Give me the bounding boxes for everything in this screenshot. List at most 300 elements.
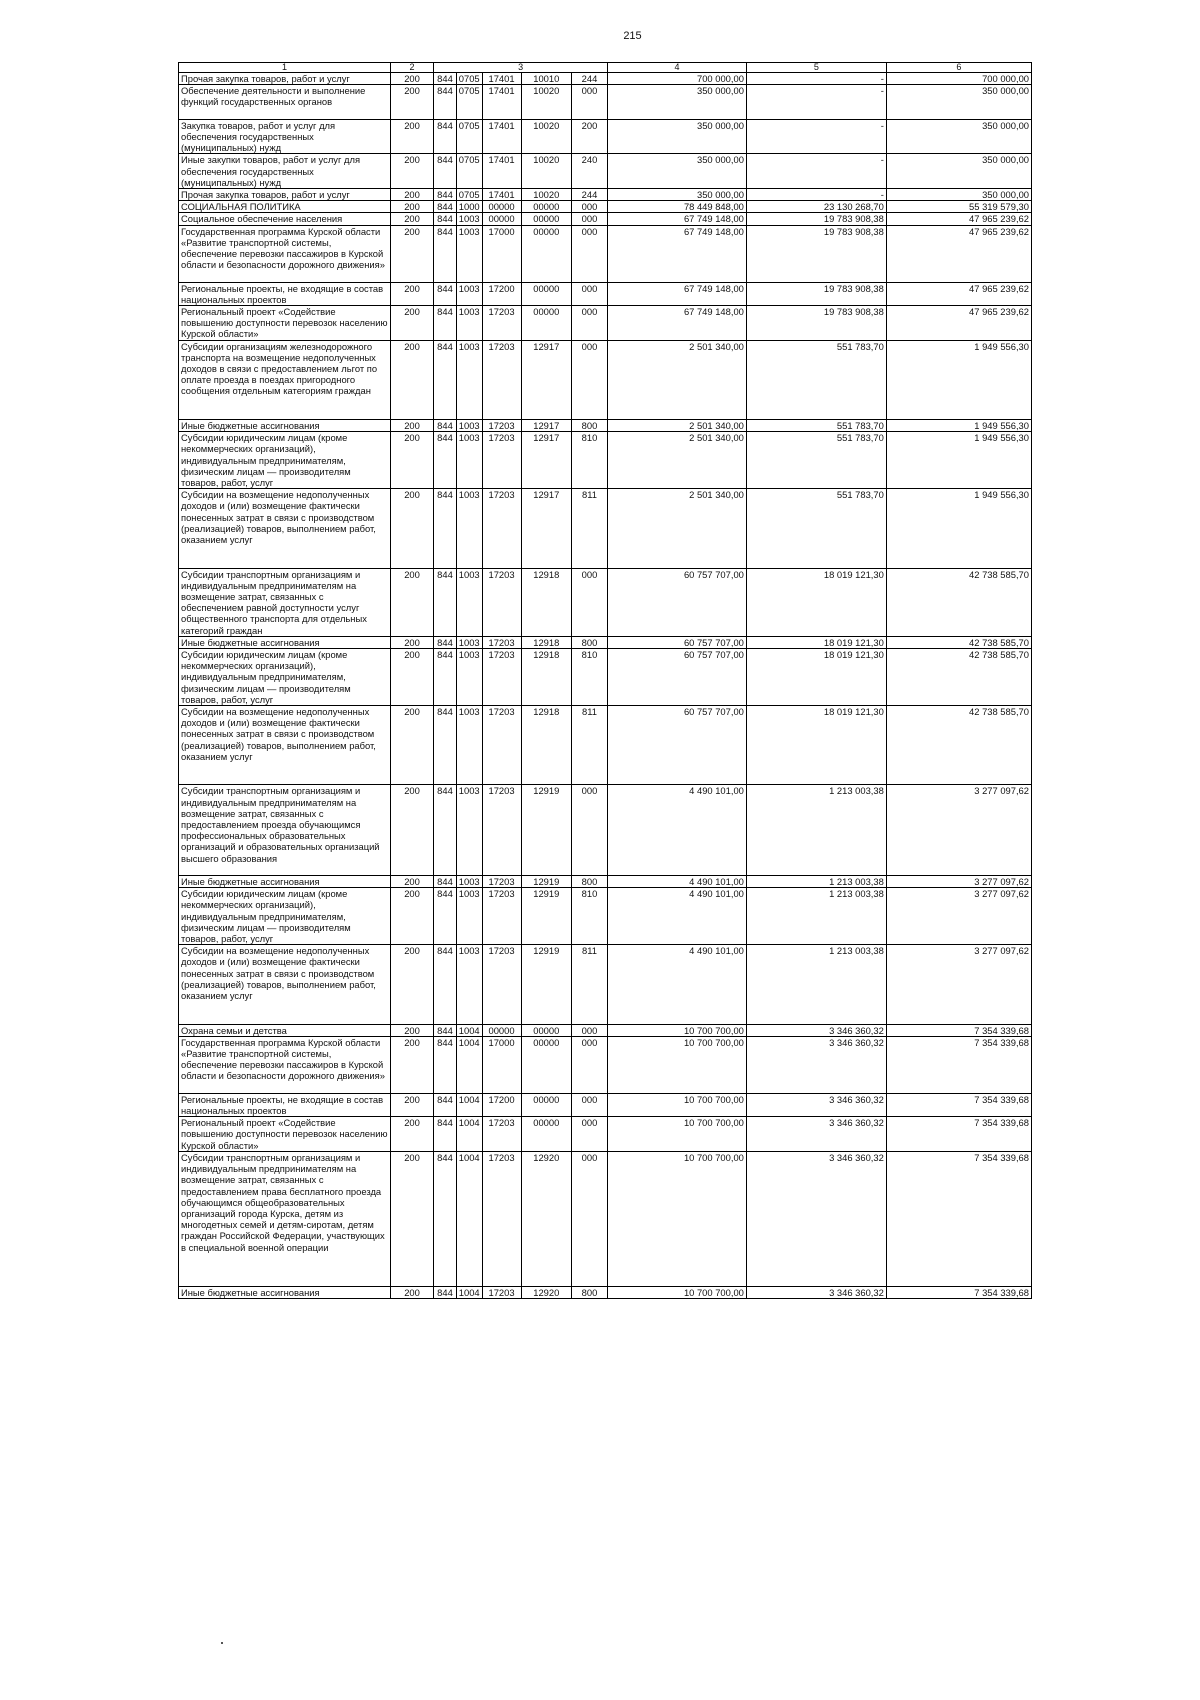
row-code-a-cell: 200 — [390, 189, 433, 201]
row-code-a-cell: 200 — [390, 119, 433, 154]
row-code-c-cell: 1004 — [456, 1287, 482, 1299]
row-name-cell: Субсидии транспортным организациям и индивидуальным предпринимателям на возмещение затрат, связанных с предоставлением проезда обучающимся профессиональных образовательных организаций и образовательных организаций высшего образования — [179, 785, 391, 876]
row-code-d-cell: 17203 — [482, 785, 521, 876]
row-value-5-cell: 3 346 360,32 — [746, 1024, 886, 1036]
row-name-cell: Государственная программа Курской области «Развитие транспортной системы, обеспечение перевозки пассажиров в Курской области и безопасности дорожного движения» — [179, 1036, 391, 1093]
row-code-c-cell: 1004 — [456, 1036, 482, 1093]
row-code-b-cell: 844 — [434, 306, 457, 341]
row-code-b-cell: 844 — [434, 225, 457, 282]
row-code-d-cell: 17401 — [482, 189, 521, 201]
row-code-b-cell: 844 — [434, 189, 457, 201]
row-code-d-cell: 17401 — [482, 119, 521, 154]
row-value-5-cell: 3 346 360,32 — [746, 1093, 886, 1116]
row-code-c-cell: 1003 — [456, 213, 482, 225]
row-code-f-cell: 244 — [572, 73, 608, 85]
row-name-cell: Субсидии юридическим лицам (кроме некоммерческих организаций), индивидуальным предпринимателям, физическим лицам — производителям товаров, работ, услуг — [179, 432, 391, 489]
row-code-a-cell: 200 — [390, 1117, 433, 1152]
row-code-f-cell: 000 — [572, 1093, 608, 1116]
row-code-a-cell: 200 — [390, 945, 433, 1024]
row-code-b-cell: 844 — [434, 636, 457, 648]
row-value-5-cell: 1 213 003,38 — [746, 785, 886, 876]
row-value-5-cell: 1 213 003,38 — [746, 945, 886, 1024]
row-name-cell: Субсидии на возмещение недополученных доходов и (или) возмещение фактически понесенных затрат в связи с производством (реализацией) товаров, выполнением работ, оказанием услуг — [179, 945, 391, 1024]
row-value-5-cell: 551 783,70 — [746, 489, 886, 568]
row-code-d-cell: 17203 — [482, 636, 521, 648]
row-value-6-cell: 42 738 585,70 — [886, 636, 1031, 648]
row-code-a-cell: 200 — [390, 636, 433, 648]
row-code-f-cell: 000 — [572, 201, 608, 213]
row-value-6-cell: 47 965 239,62 — [886, 282, 1031, 305]
row-value-6-cell: 350 000,00 — [886, 154, 1031, 189]
row-value-5-cell: 18 019 121,30 — [746, 636, 886, 648]
row-code-b-cell: 844 — [434, 154, 457, 189]
row-value-4-cell: 10 700 700,00 — [608, 1151, 747, 1286]
row-code-a-cell: 200 — [390, 73, 433, 85]
row-value-4-cell: 60 757 707,00 — [608, 568, 747, 636]
row-code-f-cell: 810 — [572, 432, 608, 489]
row-value-5-cell: 3 346 360,32 — [746, 1287, 886, 1299]
table-row — [179, 154, 1032, 189]
row-name-cell: Субсидии юридическим лицам (кроме некоммерческих организаций), индивидуальным предпринимателям, физическим лицам — производителям товаров, работ, услуг — [179, 888, 391, 945]
header-col-1: 1 — [179, 63, 391, 73]
row-value-6-cell: 1 949 556,30 — [886, 489, 1031, 568]
row-name-cell: Иные бюджетные ассигнования — [179, 420, 391, 432]
row-value-4-cell: 700 000,00 — [608, 73, 747, 85]
row-code-e-cell: 00000 — [521, 306, 571, 341]
row-code-e-cell: 12920 — [521, 1287, 571, 1299]
row-value-4-cell: 4 490 101,00 — [608, 785, 747, 876]
row-code-d-cell: 17401 — [482, 73, 521, 85]
row-code-a-cell: 200 — [390, 1024, 433, 1036]
row-value-4-cell: 67 749 148,00 — [608, 225, 747, 282]
row-code-c-cell: 1003 — [456, 432, 482, 489]
row-code-c-cell: 1003 — [456, 636, 482, 648]
row-code-c-cell: 1003 — [456, 340, 482, 419]
row-name-cell: Иные бюджетные ассигнования — [179, 876, 391, 888]
row-code-e-cell: 12919 — [521, 785, 571, 876]
row-value-6-cell: 1 949 556,30 — [886, 432, 1031, 489]
row-code-f-cell: 000 — [572, 1036, 608, 1093]
row-value-4-cell: 2 501 340,00 — [608, 340, 747, 419]
header-col-4: 4 — [608, 63, 747, 73]
row-value-6-cell: 3 277 097,62 — [886, 785, 1031, 876]
row-value-6-cell: 47 965 239,62 — [886, 213, 1031, 225]
row-code-a-cell: 200 — [390, 649, 433, 706]
row-name-cell: Государственная программа Курской области «Развитие транспортной системы, обеспечение перевозки пассажиров в Курской области и безопасности дорожного движения» — [179, 225, 391, 282]
header-col-2: 2 — [390, 63, 433, 73]
row-code-a-cell: 200 — [390, 1036, 433, 1093]
row-code-c-cell: 1000 — [456, 201, 482, 213]
budget-table — [178, 62, 1032, 1299]
row-code-b-cell: 844 — [434, 876, 457, 888]
row-name-cell: Прочая закупка товаров, работ и услуг — [179, 73, 391, 85]
row-value-4-cell: 67 749 148,00 — [608, 306, 747, 341]
row-code-d-cell: 00000 — [482, 213, 521, 225]
row-code-d-cell: 17203 — [482, 945, 521, 1024]
row-code-d-cell: 17203 — [482, 489, 521, 568]
row-value-6-cell: 42 738 585,70 — [886, 568, 1031, 636]
row-code-d-cell: 17203 — [482, 876, 521, 888]
row-value-4-cell: 350 000,00 — [608, 119, 747, 154]
row-code-d-cell: 17203 — [482, 306, 521, 341]
row-code-e-cell: 12919 — [521, 876, 571, 888]
row-code-f-cell: 240 — [572, 154, 608, 189]
row-value-5-cell: 3 346 360,32 — [746, 1036, 886, 1093]
row-code-a-cell: 200 — [390, 282, 433, 305]
row-code-f-cell: 000 — [572, 1151, 608, 1286]
header-col-5: 5 — [746, 63, 886, 73]
row-code-a-cell: 200 — [390, 340, 433, 419]
table-row — [179, 213, 1032, 225]
row-name-cell: Охрана семьи и детства — [179, 1024, 391, 1036]
row-code-a-cell: 200 — [390, 888, 433, 945]
row-code-b-cell: 844 — [434, 706, 457, 785]
row-name-cell: Иные бюджетные ассигнования — [179, 636, 391, 648]
row-value-6-cell: 42 738 585,70 — [886, 649, 1031, 706]
row-value-5-cell: 19 783 908,38 — [746, 225, 886, 282]
row-code-f-cell: 810 — [572, 888, 608, 945]
row-code-a-cell: 200 — [390, 568, 433, 636]
row-value-4-cell: 10 700 700,00 — [608, 1287, 747, 1299]
row-value-4-cell: 10 700 700,00 — [608, 1024, 747, 1036]
page-number: 215 — [623, 30, 642, 42]
row-code-b-cell: 844 — [434, 1024, 457, 1036]
row-code-a-cell: 200 — [390, 432, 433, 489]
table-row — [179, 568, 1032, 636]
row-code-e-cell: 12917 — [521, 489, 571, 568]
row-code-d-cell: 17203 — [482, 1117, 521, 1152]
row-value-5-cell: 18 019 121,30 — [746, 706, 886, 785]
table-row — [179, 945, 1032, 1024]
row-value-5-cell: 19 783 908,38 — [746, 306, 886, 341]
table-row — [179, 119, 1032, 154]
row-value-4-cell: 350 000,00 — [608, 85, 747, 120]
row-code-d-cell: 17401 — [482, 154, 521, 189]
row-code-a-cell: 200 — [390, 213, 433, 225]
row-code-b-cell: 844 — [434, 119, 457, 154]
row-value-4-cell: 60 757 707,00 — [608, 649, 747, 706]
row-code-c-cell: 1003 — [456, 888, 482, 945]
row-code-a-cell: 200 — [390, 706, 433, 785]
row-code-c-cell: 1003 — [456, 225, 482, 282]
table-row — [179, 282, 1032, 305]
table-row — [179, 201, 1032, 213]
row-code-b-cell: 844 — [434, 73, 457, 85]
row-name-cell: Субсидии транспортным организациям и индивидуальным предпринимателям на возмещение затрат, связанных с обеспечением равной доступности услуг общественного транспорта для отдельных категорий граждан — [179, 568, 391, 636]
row-value-5-cell: 3 346 360,32 — [746, 1151, 886, 1286]
table-row — [179, 306, 1032, 341]
row-code-c-cell: 0705 — [456, 85, 482, 120]
row-code-e-cell: 00000 — [521, 282, 571, 305]
row-code-b-cell: 844 — [434, 1036, 457, 1093]
row-code-e-cell: 00000 — [521, 1024, 571, 1036]
row-code-f-cell: 244 — [572, 189, 608, 201]
row-code-d-cell: 17000 — [482, 225, 521, 282]
row-code-d-cell: 17203 — [482, 649, 521, 706]
row-code-d-cell: 17203 — [482, 420, 521, 432]
row-code-b-cell: 844 — [434, 649, 457, 706]
row-code-c-cell: 0705 — [456, 73, 482, 85]
row-code-e-cell: 12919 — [521, 888, 571, 945]
row-code-b-cell: 844 — [434, 489, 457, 568]
row-name-cell: Социальное обеспечение населения — [179, 213, 391, 225]
row-code-b-cell: 844 — [434, 432, 457, 489]
row-code-a-cell: 200 — [390, 1093, 433, 1116]
row-code-a-cell: 200 — [390, 225, 433, 282]
row-name-cell: Региональные проекты, не входящие в состав национальных проектов — [179, 1093, 391, 1116]
row-code-c-cell: 1004 — [456, 1024, 482, 1036]
row-code-b-cell: 844 — [434, 201, 457, 213]
row-value-6-cell: 7 354 339,68 — [886, 1287, 1031, 1299]
row-code-f-cell: 811 — [572, 489, 608, 568]
table-row — [179, 1117, 1032, 1152]
row-value-4-cell: 67 749 148,00 — [608, 213, 747, 225]
row-code-e-cell: 00000 — [521, 1117, 571, 1152]
row-name-cell: Обеспечение деятельности и выполнение функций государственных органов — [179, 85, 391, 120]
row-code-e-cell: 12917 — [521, 340, 571, 419]
header-col-6: 6 — [886, 63, 1031, 73]
row-value-4-cell: 2 501 340,00 — [608, 420, 747, 432]
row-code-b-cell: 844 — [434, 945, 457, 1024]
row-value-5-cell: 1 213 003,38 — [746, 876, 886, 888]
row-code-f-cell: 000 — [572, 1024, 608, 1036]
row-code-e-cell: 12918 — [521, 706, 571, 785]
table-row — [179, 225, 1032, 282]
row-code-f-cell: 811 — [572, 706, 608, 785]
row-code-a-cell: 200 — [390, 785, 433, 876]
row-code-c-cell: 1003 — [456, 568, 482, 636]
row-name-cell: Региональные проекты, не входящие в состав национальных проектов — [179, 282, 391, 305]
row-code-e-cell: 10020 — [521, 189, 571, 201]
row-code-f-cell: 000 — [572, 306, 608, 341]
row-code-c-cell: 1003 — [456, 306, 482, 341]
row-value-6-cell: 7 354 339,68 — [886, 1117, 1031, 1152]
row-value-6-cell: 7 354 339,68 — [886, 1093, 1031, 1116]
row-code-c-cell: 1003 — [456, 785, 482, 876]
row-value-6-cell: 350 000,00 — [886, 119, 1031, 154]
row-value-6-cell: 7 354 339,68 — [886, 1036, 1031, 1093]
row-value-4-cell: 4 490 101,00 — [608, 945, 747, 1024]
row-name-cell: Прочая закупка товаров, работ и услуг — [179, 189, 391, 201]
table-row — [179, 489, 1032, 568]
row-value-6-cell: 3 277 097,62 — [886, 888, 1031, 945]
row-value-5-cell: 18 019 121,30 — [746, 649, 886, 706]
row-value-4-cell: 4 490 101,00 — [608, 876, 747, 888]
row-code-f-cell: 800 — [572, 420, 608, 432]
row-code-d-cell: 17401 — [482, 85, 521, 120]
row-value-6-cell: 350 000,00 — [886, 85, 1031, 120]
table-row — [179, 706, 1032, 785]
row-code-c-cell: 0705 — [456, 119, 482, 154]
row-name-cell: СОЦИАЛЬНАЯ ПОЛИТИКА — [179, 201, 391, 213]
row-code-e-cell: 10020 — [521, 85, 571, 120]
row-code-d-cell: 17203 — [482, 432, 521, 489]
row-name-cell: Иные закупки товаров, работ и услуг для обеспечения государственных (муниципальных) нужд — [179, 154, 391, 189]
row-value-6-cell: 42 738 585,70 — [886, 706, 1031, 785]
row-value-6-cell: 1 949 556,30 — [886, 340, 1031, 419]
table-row — [179, 1036, 1032, 1093]
row-code-a-cell: 200 — [390, 1287, 433, 1299]
table-row — [179, 876, 1032, 888]
row-code-b-cell: 844 — [434, 1117, 457, 1152]
table-row — [179, 420, 1032, 432]
row-value-6-cell: 3 277 097,62 — [886, 945, 1031, 1024]
table-row — [179, 1287, 1032, 1299]
row-code-f-cell: 000 — [572, 785, 608, 876]
row-name-cell: Субсидии транспортным организациям и индивидуальным предпринимателям на возмещение затрат, связанных с предоставлением права бесплатного проезда обучающимся общеобразовательных организаций города Курска, детям из многодетных семей и детям-сиротам, детям граждан Российской Федерации, участвующих в специальной военной операции — [179, 1151, 391, 1286]
row-code-f-cell: 800 — [572, 1287, 608, 1299]
row-code-c-cell: 1003 — [456, 489, 482, 568]
row-code-d-cell: 17203 — [482, 1151, 521, 1286]
row-code-c-cell: 1003 — [456, 649, 482, 706]
table-row — [179, 189, 1032, 201]
row-value-5-cell: - — [746, 119, 886, 154]
row-name-cell: Региональный проект «Содействие повышению доступности перевозок населению Курской области» — [179, 1117, 391, 1152]
row-code-d-cell: 17203 — [482, 888, 521, 945]
row-value-4-cell: 10 700 700,00 — [608, 1036, 747, 1093]
row-code-e-cell: 12918 — [521, 636, 571, 648]
row-code-c-cell: 1003 — [456, 945, 482, 1024]
table-row — [179, 85, 1032, 120]
row-name-cell: Субсидии на возмещение недополученных доходов и (или) возмещение фактически понесенных затрат в связи с производством (реализацией) товаров, выполнением работ, оказанием услуг — [179, 706, 391, 785]
row-value-4-cell: 60 757 707,00 — [608, 706, 747, 785]
row-code-b-cell: 844 — [434, 568, 457, 636]
row-name-cell: Иные бюджетные ассигнования — [179, 1287, 391, 1299]
row-code-a-cell: 200 — [390, 201, 433, 213]
row-code-c-cell: 1003 — [456, 706, 482, 785]
row-code-f-cell: 000 — [572, 568, 608, 636]
table-row — [179, 432, 1032, 489]
row-code-d-cell: 17203 — [482, 340, 521, 419]
row-code-c-cell: 1003 — [456, 876, 482, 888]
row-code-f-cell: 000 — [572, 1117, 608, 1152]
row-code-e-cell: 12918 — [521, 649, 571, 706]
row-code-c-cell: 1004 — [456, 1151, 482, 1286]
table-header-row — [179, 63, 1032, 73]
row-code-b-cell: 844 — [434, 282, 457, 305]
row-code-c-cell: 1004 — [456, 1093, 482, 1116]
row-value-5-cell: 1 213 003,38 — [746, 888, 886, 945]
row-code-e-cell: 12920 — [521, 1151, 571, 1286]
row-value-4-cell: 10 700 700,00 — [608, 1093, 747, 1116]
row-code-f-cell: 000 — [572, 213, 608, 225]
row-code-d-cell: 17203 — [482, 1287, 521, 1299]
row-value-6-cell: 700 000,00 — [886, 73, 1031, 85]
row-value-5-cell: 18 019 121,30 — [746, 568, 886, 636]
row-code-a-cell: 200 — [390, 420, 433, 432]
table-row — [179, 1151, 1032, 1286]
row-code-b-cell: 844 — [434, 1287, 457, 1299]
row-code-b-cell: 844 — [434, 213, 457, 225]
row-code-e-cell: 12919 — [521, 945, 571, 1024]
row-value-4-cell: 350 000,00 — [608, 154, 747, 189]
row-code-f-cell: 810 — [572, 649, 608, 706]
row-code-f-cell: 811 — [572, 945, 608, 1024]
row-name-cell: Региональный проект «Содействие повышению доступности перевозок населению Курской области» — [179, 306, 391, 341]
row-code-e-cell: 10020 — [521, 119, 571, 154]
row-code-c-cell: 0705 — [456, 154, 482, 189]
row-code-e-cell: 12918 — [521, 568, 571, 636]
row-value-6-cell: 7 354 339,68 — [886, 1024, 1031, 1036]
row-code-b-cell: 844 — [434, 420, 457, 432]
row-name-cell: Закупка товаров, работ и услуг для обеспечения государственных (муниципальных) нужд — [179, 119, 391, 154]
header-col-3: 3 — [434, 63, 608, 73]
row-value-6-cell: 55 319 579,30 — [886, 201, 1031, 213]
scan-speck — [221, 1642, 223, 1644]
row-value-4-cell: 60 757 707,00 — [608, 636, 747, 648]
table-row — [179, 340, 1032, 419]
row-name-cell: Субсидии юридическим лицам (кроме некоммерческих организаций), индивидуальным предпринимателям, физическим лицам — производителям товаров, работ, услуг — [179, 649, 391, 706]
row-value-4-cell: 2 501 340,00 — [608, 489, 747, 568]
row-code-d-cell: 17200 — [482, 1093, 521, 1116]
row-name-cell: Субсидии организациям железнодорожного транспорта на возмещение недополученных доходов в связи с предоставлением льгот по оплате проезда в поездах пригородного сообщения отдельным категориям граждан — [179, 340, 391, 419]
row-value-4-cell: 350 000,00 — [608, 189, 747, 201]
row-code-d-cell: 17200 — [482, 282, 521, 305]
row-code-e-cell: 12917 — [521, 420, 571, 432]
row-code-a-cell: 200 — [390, 306, 433, 341]
row-value-6-cell: 350 000,00 — [886, 189, 1031, 201]
row-code-d-cell: 17203 — [482, 706, 521, 785]
row-code-e-cell: 10010 — [521, 73, 571, 85]
row-value-4-cell: 2 501 340,00 — [608, 432, 747, 489]
row-code-d-cell: 00000 — [482, 1024, 521, 1036]
row-code-a-cell: 200 — [390, 154, 433, 189]
row-value-5-cell: 551 783,70 — [746, 340, 886, 419]
row-code-e-cell: 00000 — [521, 1093, 571, 1116]
row-value-5-cell: 23 130 268,70 — [746, 201, 886, 213]
row-value-5-cell: 3 346 360,32 — [746, 1117, 886, 1152]
row-code-f-cell: 800 — [572, 876, 608, 888]
row-code-b-cell: 844 — [434, 1151, 457, 1286]
table-row — [179, 888, 1032, 945]
row-value-5-cell: - — [746, 189, 886, 201]
row-value-6-cell: 47 965 239,62 — [886, 306, 1031, 341]
row-value-4-cell: 78 449 848,00 — [608, 201, 747, 213]
row-value-6-cell: 1 949 556,30 — [886, 420, 1031, 432]
row-value-5-cell: - — [746, 73, 886, 85]
table-row — [179, 649, 1032, 706]
table-row — [179, 1093, 1032, 1116]
row-value-4-cell: 4 490 101,00 — [608, 888, 747, 945]
row-code-d-cell: 00000 — [482, 201, 521, 213]
row-value-4-cell: 67 749 148,00 — [608, 282, 747, 305]
row-value-6-cell: 7 354 339,68 — [886, 1151, 1031, 1286]
row-code-f-cell: 000 — [572, 85, 608, 120]
row-code-c-cell: 0705 — [456, 189, 482, 201]
row-value-5-cell: 19 783 908,38 — [746, 213, 886, 225]
row-code-c-cell: 1003 — [456, 420, 482, 432]
row-code-f-cell: 000 — [572, 225, 608, 282]
row-code-b-cell: 844 — [434, 888, 457, 945]
row-code-b-cell: 844 — [434, 1093, 457, 1116]
row-code-e-cell: 12917 — [521, 432, 571, 489]
row-name-cell: Субсидии на возмещение недополученных доходов и (или) возмещение фактически понесенных затрат в связи с производством (реализацией) товаров, выполнением работ, оказанием услуг — [179, 489, 391, 568]
row-code-e-cell: 00000 — [521, 1036, 571, 1093]
table-row — [179, 785, 1032, 876]
table-row — [179, 1024, 1032, 1036]
row-code-b-cell: 844 — [434, 85, 457, 120]
row-value-5-cell: - — [746, 85, 886, 120]
row-code-f-cell: 800 — [572, 636, 608, 648]
row-value-6-cell: 3 277 097,62 — [886, 876, 1031, 888]
row-code-a-cell: 200 — [390, 489, 433, 568]
row-value-5-cell: 551 783,70 — [746, 420, 886, 432]
row-value-5-cell: - — [746, 154, 886, 189]
row-code-b-cell: 844 — [434, 785, 457, 876]
row-code-c-cell: 1003 — [456, 282, 482, 305]
row-code-f-cell: 000 — [572, 282, 608, 305]
row-code-e-cell: 10020 — [521, 154, 571, 189]
